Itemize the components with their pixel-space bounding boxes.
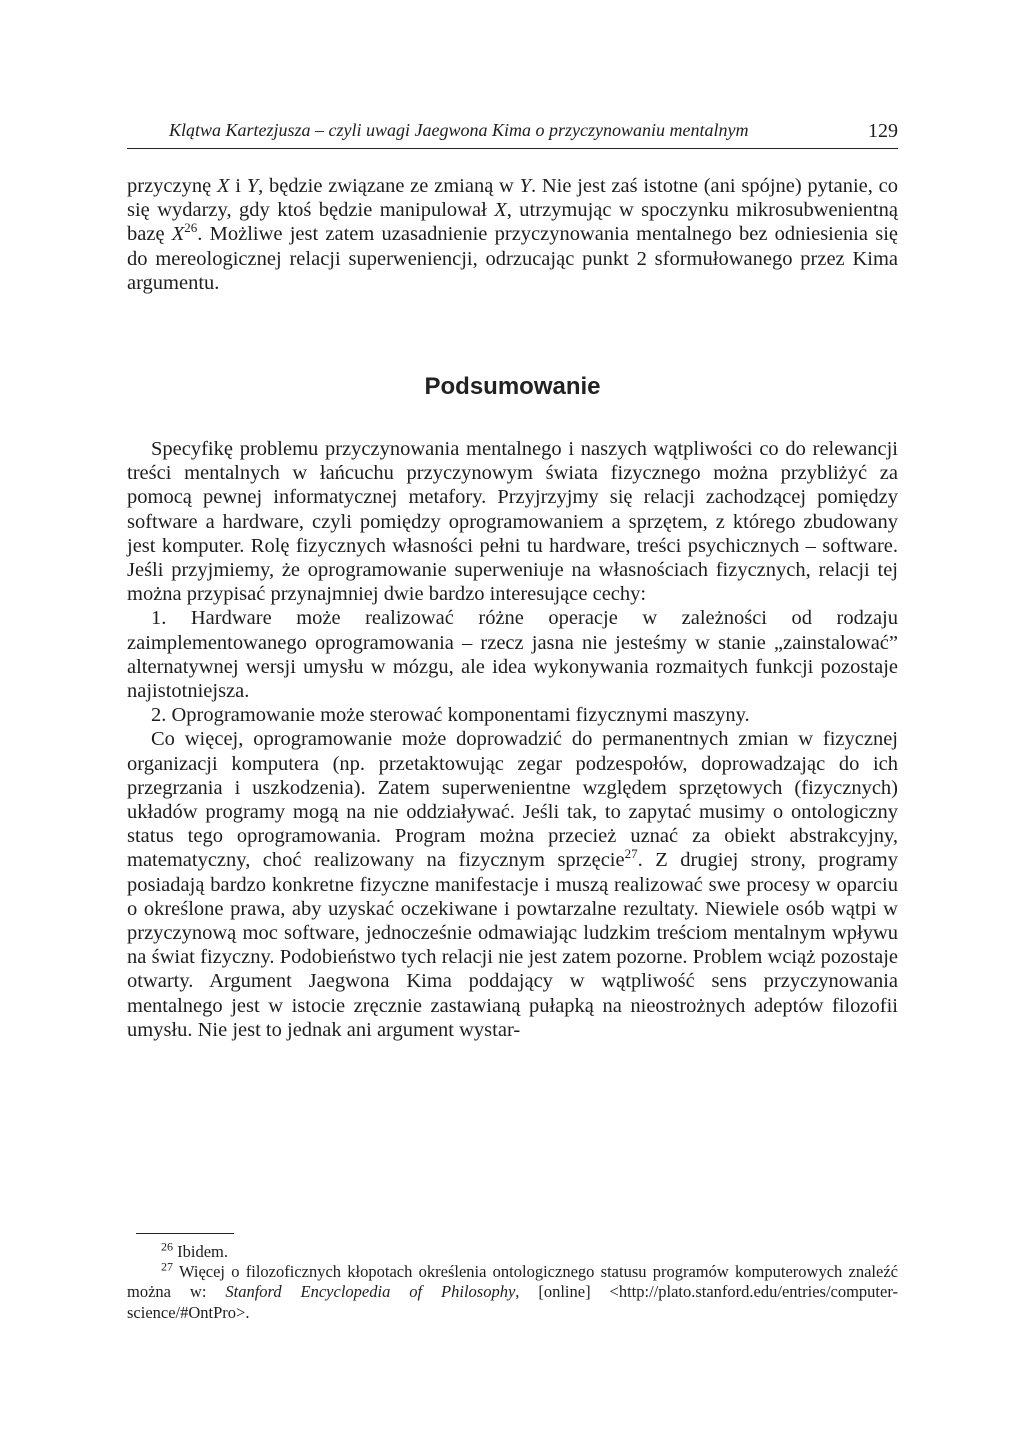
footnote-27 [127,1259,898,1323]
footnotes [127,1239,898,1323]
text-run: przyczynę [127,175,217,197]
paragraph-continuation [127,174,898,295]
text-run: , utrzymując w spoczynku mikrosubwenientną bazę [127,199,898,246]
footnote-text: Więcej o filozoficznych kłopotach określenia ontologicznego statusu programów komputerowych znaleźć można w: [127,1262,898,1302]
footnote-link-text[interactable]: , [online] <http://plato.stanford.edu/entries/computer-science/#OntPro>. [127,1282,898,1322]
text-run: . Nie jest zaś istotne (ani spójne) pytanie, co się wydarzy, gdy ktoś będzie manipulował [127,175,898,222]
text-run: , będzie związane ze zmianą w [258,175,520,197]
variable-x: X [216,175,230,197]
running-title: Klątwa Kartezjusza – czyli uwagi Jaegwona Kima o przyczynowaniu mentalnym [169,120,749,140]
paragraph [127,727,898,1042]
variable-x: X [171,223,185,246]
list-item-1: 1. Hardware może realizować różne operacje w zależności od rodzaju zaimplementowanego oprogramowania – rzecz jasna nie jesteśmy w stanie „zainstalować” alternatywnej wersji umysłu w mózgu, ale idea wykonywania rozmaitych funkcji pozostaje najistotniejsza. [127,607,898,703]
text-run: Co więcej, oprogramowanie może doprowadzić do permanentnych zmian w fizycznej organizacji komputera (np. przetaktowując zegar podzespołów, doprowadzając do ich przegrzania i uszkodzenia). Zatem superwenientne względem sprzętowych (fizycznych) układów programy mogą na nie oddziaływać. Jeśli tak, to zapytać musimy o ontologiczny status tego oprogramowania. Program można przecież uznać za obiekt abstrakcyjny, matematyczny, choć realizowany na fizycznym sprzęcie [127,728,898,872]
text-run: i [229,175,247,197]
paragraph: Specyfikę problemu przyczynowania mentalnego i naszych wątpliwości co do relewancji treści mentalnych w łańcuchu przyczynowym świata fizycznego można przybliżyć za pomocą pewnej informatycznej metafory. Przyjrzyjmy się relacji zachodzącej pomiędzy software a hardware, czyli pomiędzy oprogramowaniem a sprzętem, z którego zbudowany jest komputer. Rolę fizycznych własności pełni tu hardware, treści psychicznych – software. Jeśli przyjmiemy, że oprogramowanie superweniuje na własnościach fizycznych, relacji tej można przypisać przynajmniej dwie bardzo interesujące cechy: [127,438,898,606]
variable-x: X [494,199,507,222]
page-number: 129 [868,120,898,142]
cited-title: Stanford Encyclopedia of Philosophy [225,1282,516,1302]
running-header [127,120,898,149]
list-item-2: 2. Oprogramowanie może sterować komponentami fizycznymi maszyny. [151,704,750,727]
text-run: . Możliwe jest zatem uzasadnienie przyczynowania mentalnego bez odniesienia się do mereologicznej relacji superweniencji, odrzucając punkt 2 sformułowanego przez Kima argumentu. [127,223,898,294]
footnote-divider [136,1233,234,1234]
section-body [127,437,898,1042]
footnote-number: 26 [161,1239,173,1254]
footnote-number: 27 [161,1259,173,1274]
variable-y: Y [246,175,259,197]
section-heading: Podsumowanie [424,373,601,400]
footnote-text: Ibidem. [173,1242,228,1261]
footnote-26 [127,1239,898,1262]
footnote-ref-26[interactable]: 26 [184,220,198,236]
variable-y: Y [519,175,531,197]
paragraph [127,174,898,295]
footnote-ref-27[interactable]: 27 [624,846,638,862]
text-run: . Z drugiej strony, programy posiadają bardzo konkretne fizyczne manifestacje i muszą realizować swe procesy w oparciu o określone prawa, aby uzyskać oczekiwane i powtarzalne rezultaty. Niewiele osób wątpi w przyczynową moc software, jednocześnie odmawiając ludzkim treściom mentalnym wpływu na świat fizyczny. Podobieństwo tych relacji nie jest zatem pozorne. Problem wciąż pozostaje otwarty. Argument Jaegwona Kima poddający w wątpliwość sens przyczynowania mentalnego jest w istocie zręcznie zastawianą pułapką na nieostrożnych adeptów filozofii umysłu. Nie jest to jednak ani argument wystar- [127,849,898,1041]
